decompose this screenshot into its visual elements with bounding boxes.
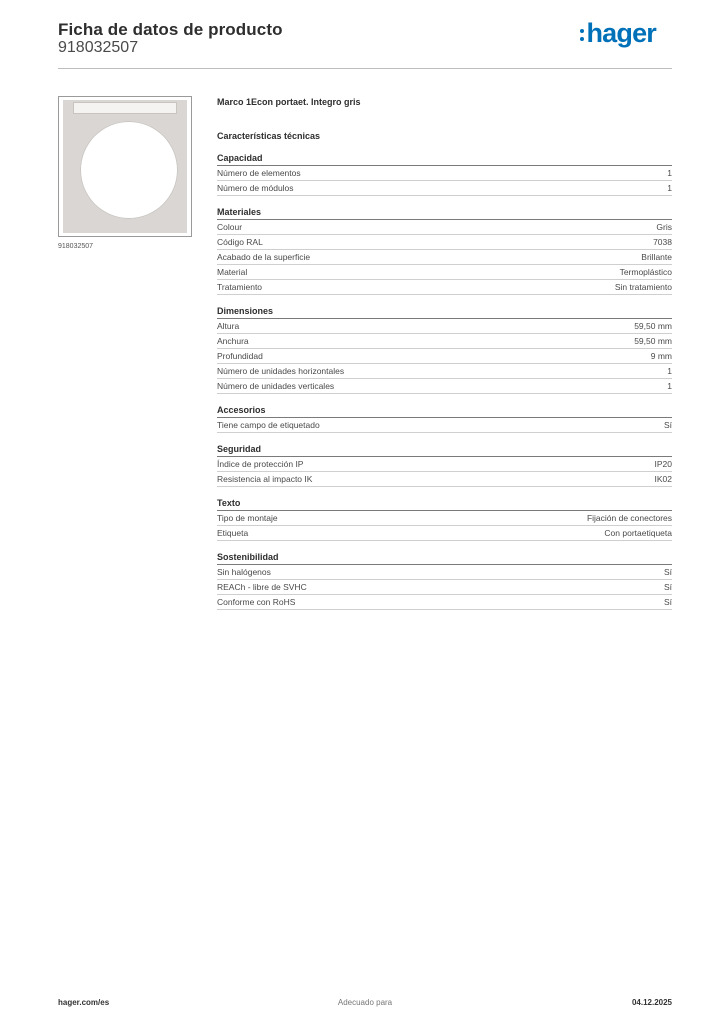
spec-label: Número de unidades horizontales — [217, 366, 345, 376]
spec-row — [217, 595, 672, 610]
spec-row — [217, 418, 672, 433]
spec-label: Código RAL — [217, 237, 263, 247]
spec-label: REACh - libre de SVHC — [217, 582, 307, 592]
spec-value: 1 — [667, 381, 672, 391]
hager-logo — [580, 20, 656, 46]
spec-value: 1 — [667, 183, 672, 193]
product-reference: 918032507 — [58, 39, 139, 56]
frame-opening — [80, 121, 178, 219]
footer-date: 04.12.2025 — [631, 998, 672, 1007]
spec-label: Tipo de montaje — [217, 513, 278, 523]
spec-label: Profundidad — [217, 351, 263, 361]
section-title: Materiales — [217, 206, 672, 220]
spec-value: IK02 — [654, 474, 672, 484]
frame-plate-illustration — [63, 100, 187, 233]
footer-website: hager.com/es — [58, 998, 110, 1007]
spec-label: Colour — [217, 222, 243, 232]
spec-section — [217, 305, 672, 394]
section-title: Dimensiones — [217, 305, 672, 319]
product-image — [58, 96, 192, 237]
spec-label: Tratamiento — [217, 282, 263, 292]
spec-label: Número de módulos — [217, 183, 294, 193]
page-footer — [58, 998, 672, 1010]
spec-row — [217, 580, 672, 595]
spec-label: Número de unidades verticales — [217, 381, 335, 391]
spec-label: Conforme con RoHS — [217, 597, 296, 607]
spec-row — [217, 235, 672, 250]
spec-value: Sin tratamiento — [614, 282, 672, 292]
product-specs — [217, 96, 672, 610]
spec-row — [217, 166, 672, 181]
spec-row — [217, 265, 672, 280]
spec-row — [217, 220, 672, 235]
spec-section — [217, 404, 672, 433]
spec-value: Con portaetiqueta — [604, 528, 672, 538]
spec-row — [217, 472, 672, 487]
tech-characteristics-heading: Características técnicas — [217, 131, 321, 141]
spec-value: Sí — [663, 582, 672, 592]
spec-value: Sí — [663, 567, 672, 577]
spec-row — [217, 280, 672, 295]
section-title: Accesorios — [217, 404, 672, 418]
spec-row — [217, 181, 672, 196]
spec-sections — [217, 152, 672, 610]
spec-section — [217, 497, 672, 541]
spec-row — [217, 250, 672, 265]
label-holder — [73, 102, 177, 114]
spec-row — [217, 334, 672, 349]
spec-value: Brillante — [641, 252, 672, 262]
document-title: Ficha de datos de producto — [58, 20, 283, 39]
spec-row — [217, 565, 672, 580]
spec-label: Resistencia al impacto IK — [217, 474, 313, 484]
spec-label: Sin halógenos — [217, 567, 271, 577]
spec-value: 59,50 mm — [634, 336, 672, 346]
section-title: Seguridad — [217, 443, 672, 457]
section-title: Sostenibilidad — [217, 551, 672, 565]
spec-row — [217, 457, 672, 472]
spec-label: Acabado de la superficie — [217, 252, 311, 262]
spec-label: Tiene campo de etiquetado — [217, 420, 320, 430]
spec-row — [217, 379, 672, 394]
product-name: Marco 1Econ portaet. Integro gris — [217, 97, 361, 107]
spec-label: Anchura — [217, 336, 249, 346]
spec-row — [217, 319, 672, 334]
spec-label: Índice de protección IP — [217, 459, 304, 469]
spec-label: Etiqueta — [217, 528, 249, 538]
section-title: Capacidad — [217, 152, 672, 166]
spec-value: Fijación de conectores — [586, 513, 672, 523]
spec-section — [217, 206, 672, 295]
spec-section — [217, 152, 672, 196]
spec-value: Gris — [656, 222, 672, 232]
spec-label: Altura — [217, 321, 240, 331]
spec-section — [217, 443, 672, 487]
spec-row — [217, 511, 672, 526]
spec-section — [217, 551, 672, 610]
spec-value: 9 mm — [650, 351, 672, 361]
logo-dots-icon — [580, 29, 584, 41]
spec-row — [217, 349, 672, 364]
spec-label: Material — [217, 267, 248, 277]
image-caption: 918032507 — [58, 243, 94, 250]
spec-value: 1 — [667, 366, 672, 376]
spec-value: Sí — [663, 597, 672, 607]
spec-value: IP20 — [654, 459, 672, 469]
spec-label: Número de elementos — [217, 168, 301, 178]
spec-value: Termoplástico — [619, 267, 672, 277]
spec-row — [217, 364, 672, 379]
page-header — [58, 20, 672, 70]
spec-value: Sí — [663, 420, 672, 430]
footer-suitable-for: Adecuado para — [337, 998, 393, 1007]
section-title: Texto — [217, 497, 672, 511]
spec-value: 1 — [667, 168, 672, 178]
spec-value: 59,50 mm — [634, 321, 672, 331]
spec-value: 7038 — [653, 237, 672, 247]
logo-text: hager — [586, 18, 656, 48]
spec-row — [217, 526, 672, 541]
header-divider — [58, 68, 672, 69]
